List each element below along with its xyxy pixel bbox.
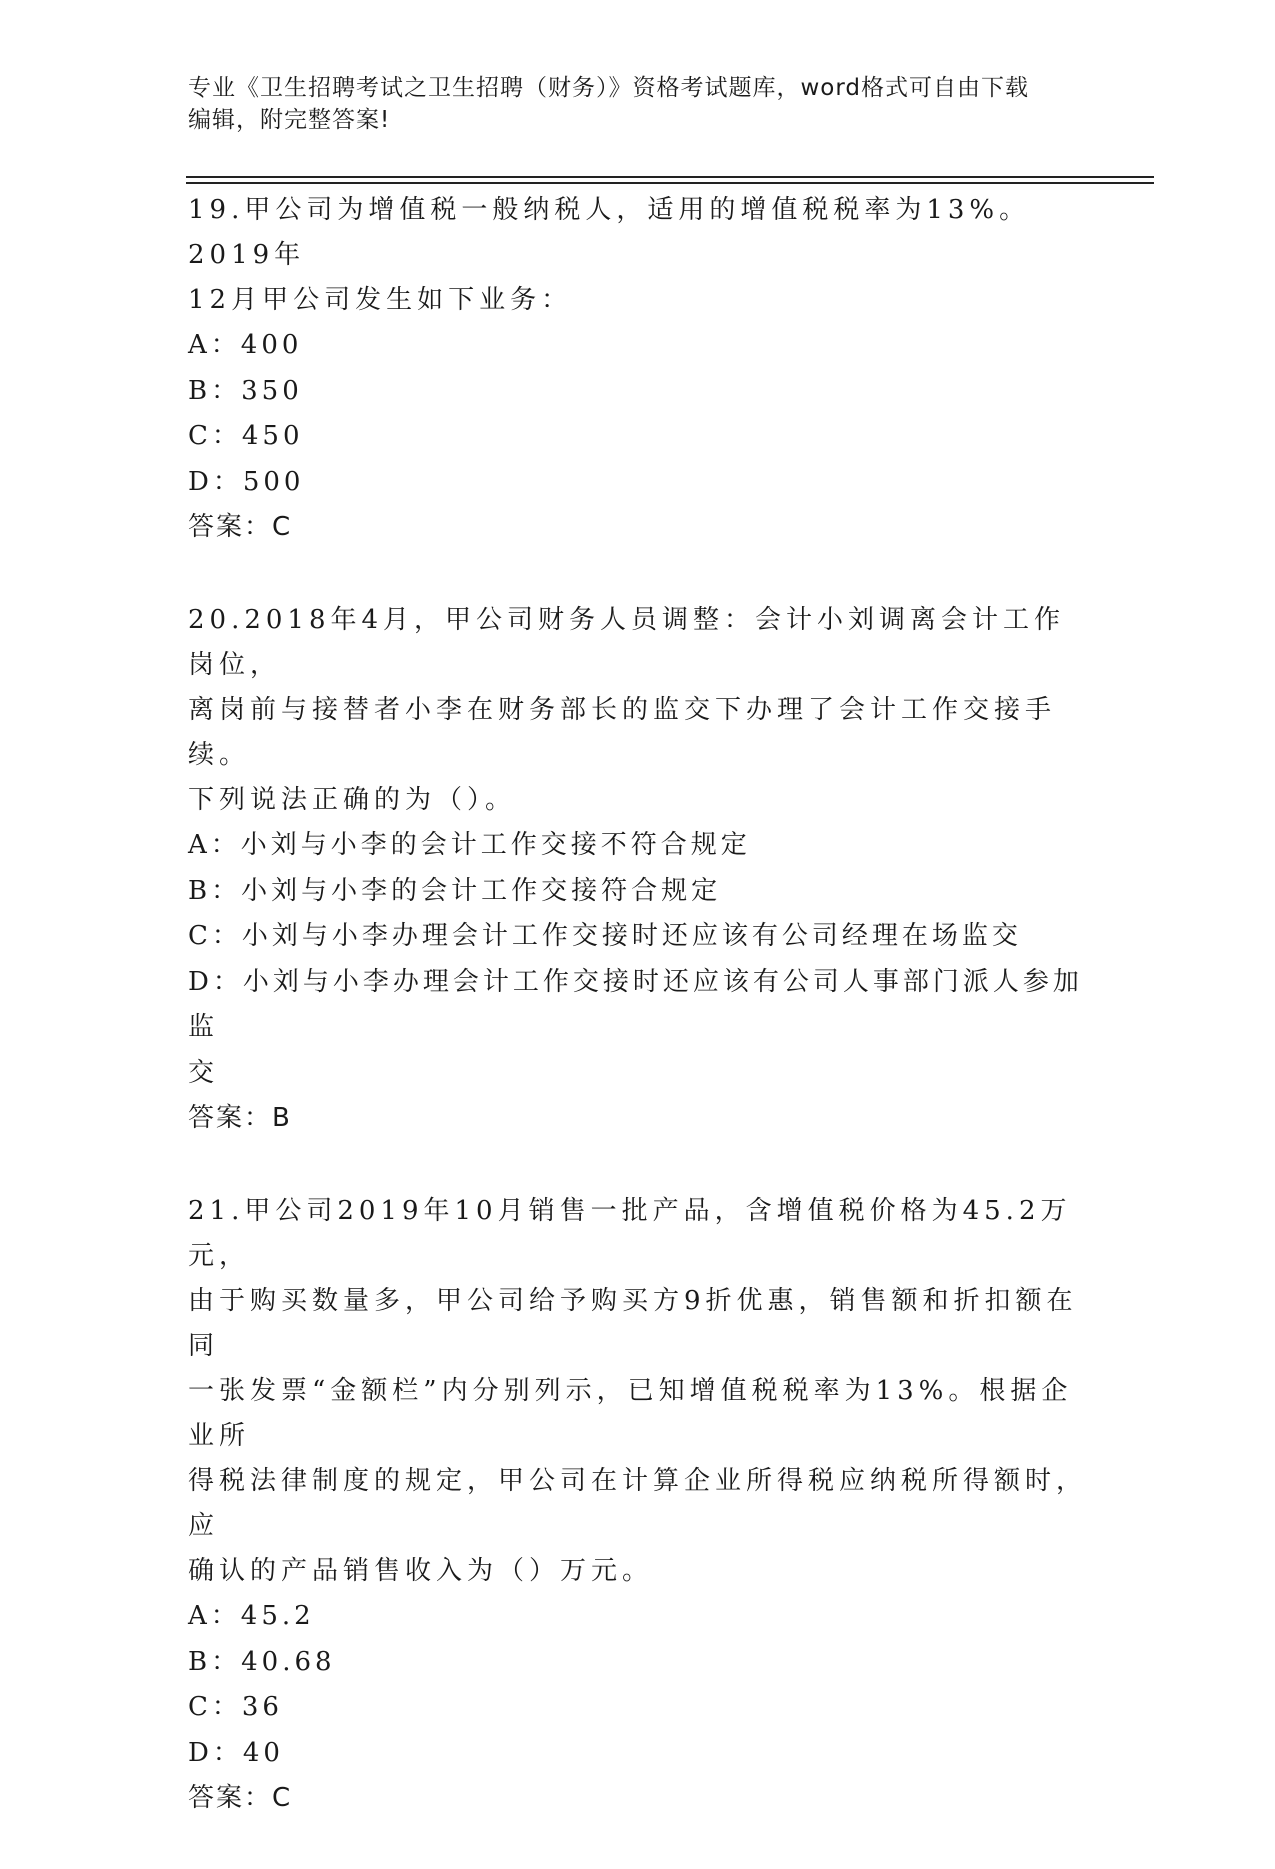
question-text-line: 得税法律制度的规定，甲公司在计算企业所得税应纳税所得额时，应 bbox=[188, 1466, 1088, 1541]
option-b: B：小刘与小李的会计工作交接符合规定 bbox=[188, 875, 722, 906]
option-d: D：40 bbox=[188, 1737, 284, 1768]
document-header bbox=[188, 72, 1068, 136]
option-c: C：450 bbox=[188, 421, 304, 451]
question-text-line: 确认的产品销售收入为（）万元。 bbox=[188, 1556, 654, 1586]
question-text-line: 离岗前与接替者小李在财务部长的监交下办理了会计工作交接手续。 bbox=[188, 695, 1057, 770]
question-text-line: 一张发票“金额栏”内分别列示，已知增值税税率为13%。根据企业所 bbox=[188, 1376, 1073, 1451]
option-d: D：小刘与小李办理会计工作交接时还应该有公司人事部门派人参加监 bbox=[188, 966, 1083, 1042]
option-b: B：40.68 bbox=[188, 1646, 336, 1677]
question-19 bbox=[188, 188, 1088, 550]
option-d-continued: 交 bbox=[188, 1057, 219, 1088]
option-b: B：350 bbox=[188, 375, 303, 406]
question-20 bbox=[188, 598, 1088, 1141]
answer-label: 答案：C bbox=[188, 1783, 293, 1813]
option-a: A：小刘与小李的会计工作交接不符合规定 bbox=[188, 830, 751, 860]
question-21 bbox=[188, 1189, 1088, 1821]
question-text-line: 由于购买数量多，甲公司给予购买方9折优惠，销售额和折扣额在同 bbox=[188, 1286, 1078, 1361]
question-list bbox=[188, 188, 1088, 1869]
option-a: A：400 bbox=[188, 330, 303, 360]
question-text-line: 21.甲公司2019年10月销售一批产品，含增值税价格为45.2万元， bbox=[188, 1196, 1072, 1271]
header-line-2: 编辑，附完整答案! bbox=[188, 107, 391, 133]
question-text-line: 12月甲公司发生如下业务： bbox=[188, 285, 573, 315]
header-divider-bottom bbox=[186, 182, 1154, 184]
answer-label: 答案：C bbox=[188, 512, 293, 542]
question-text-line: 20.2018年4月，甲公司财务人员调整：会计小刘调离会计工作岗位， bbox=[188, 605, 1066, 680]
option-c: C：36 bbox=[188, 1692, 283, 1722]
option-a: A：45.2 bbox=[188, 1601, 315, 1631]
answer-label: 答案：B bbox=[188, 1103, 292, 1133]
question-text-line: 19.甲公司为增值税一般纳税人，适用的增值税税率为13%。2019年 bbox=[188, 195, 1031, 270]
option-c: C：小刘与小李办理会计工作交接时还应该有公司经理在场监交 bbox=[188, 921, 1022, 951]
option-d: D：500 bbox=[188, 466, 305, 497]
header-divider-top bbox=[186, 176, 1154, 178]
question-text-line: 下列说法正确的为（）。 bbox=[188, 785, 517, 815]
header-line-1: 专业《卫生招聘考试之卫生招聘（财务）》资格考试题库，word格式可自由下载 bbox=[188, 75, 1030, 101]
